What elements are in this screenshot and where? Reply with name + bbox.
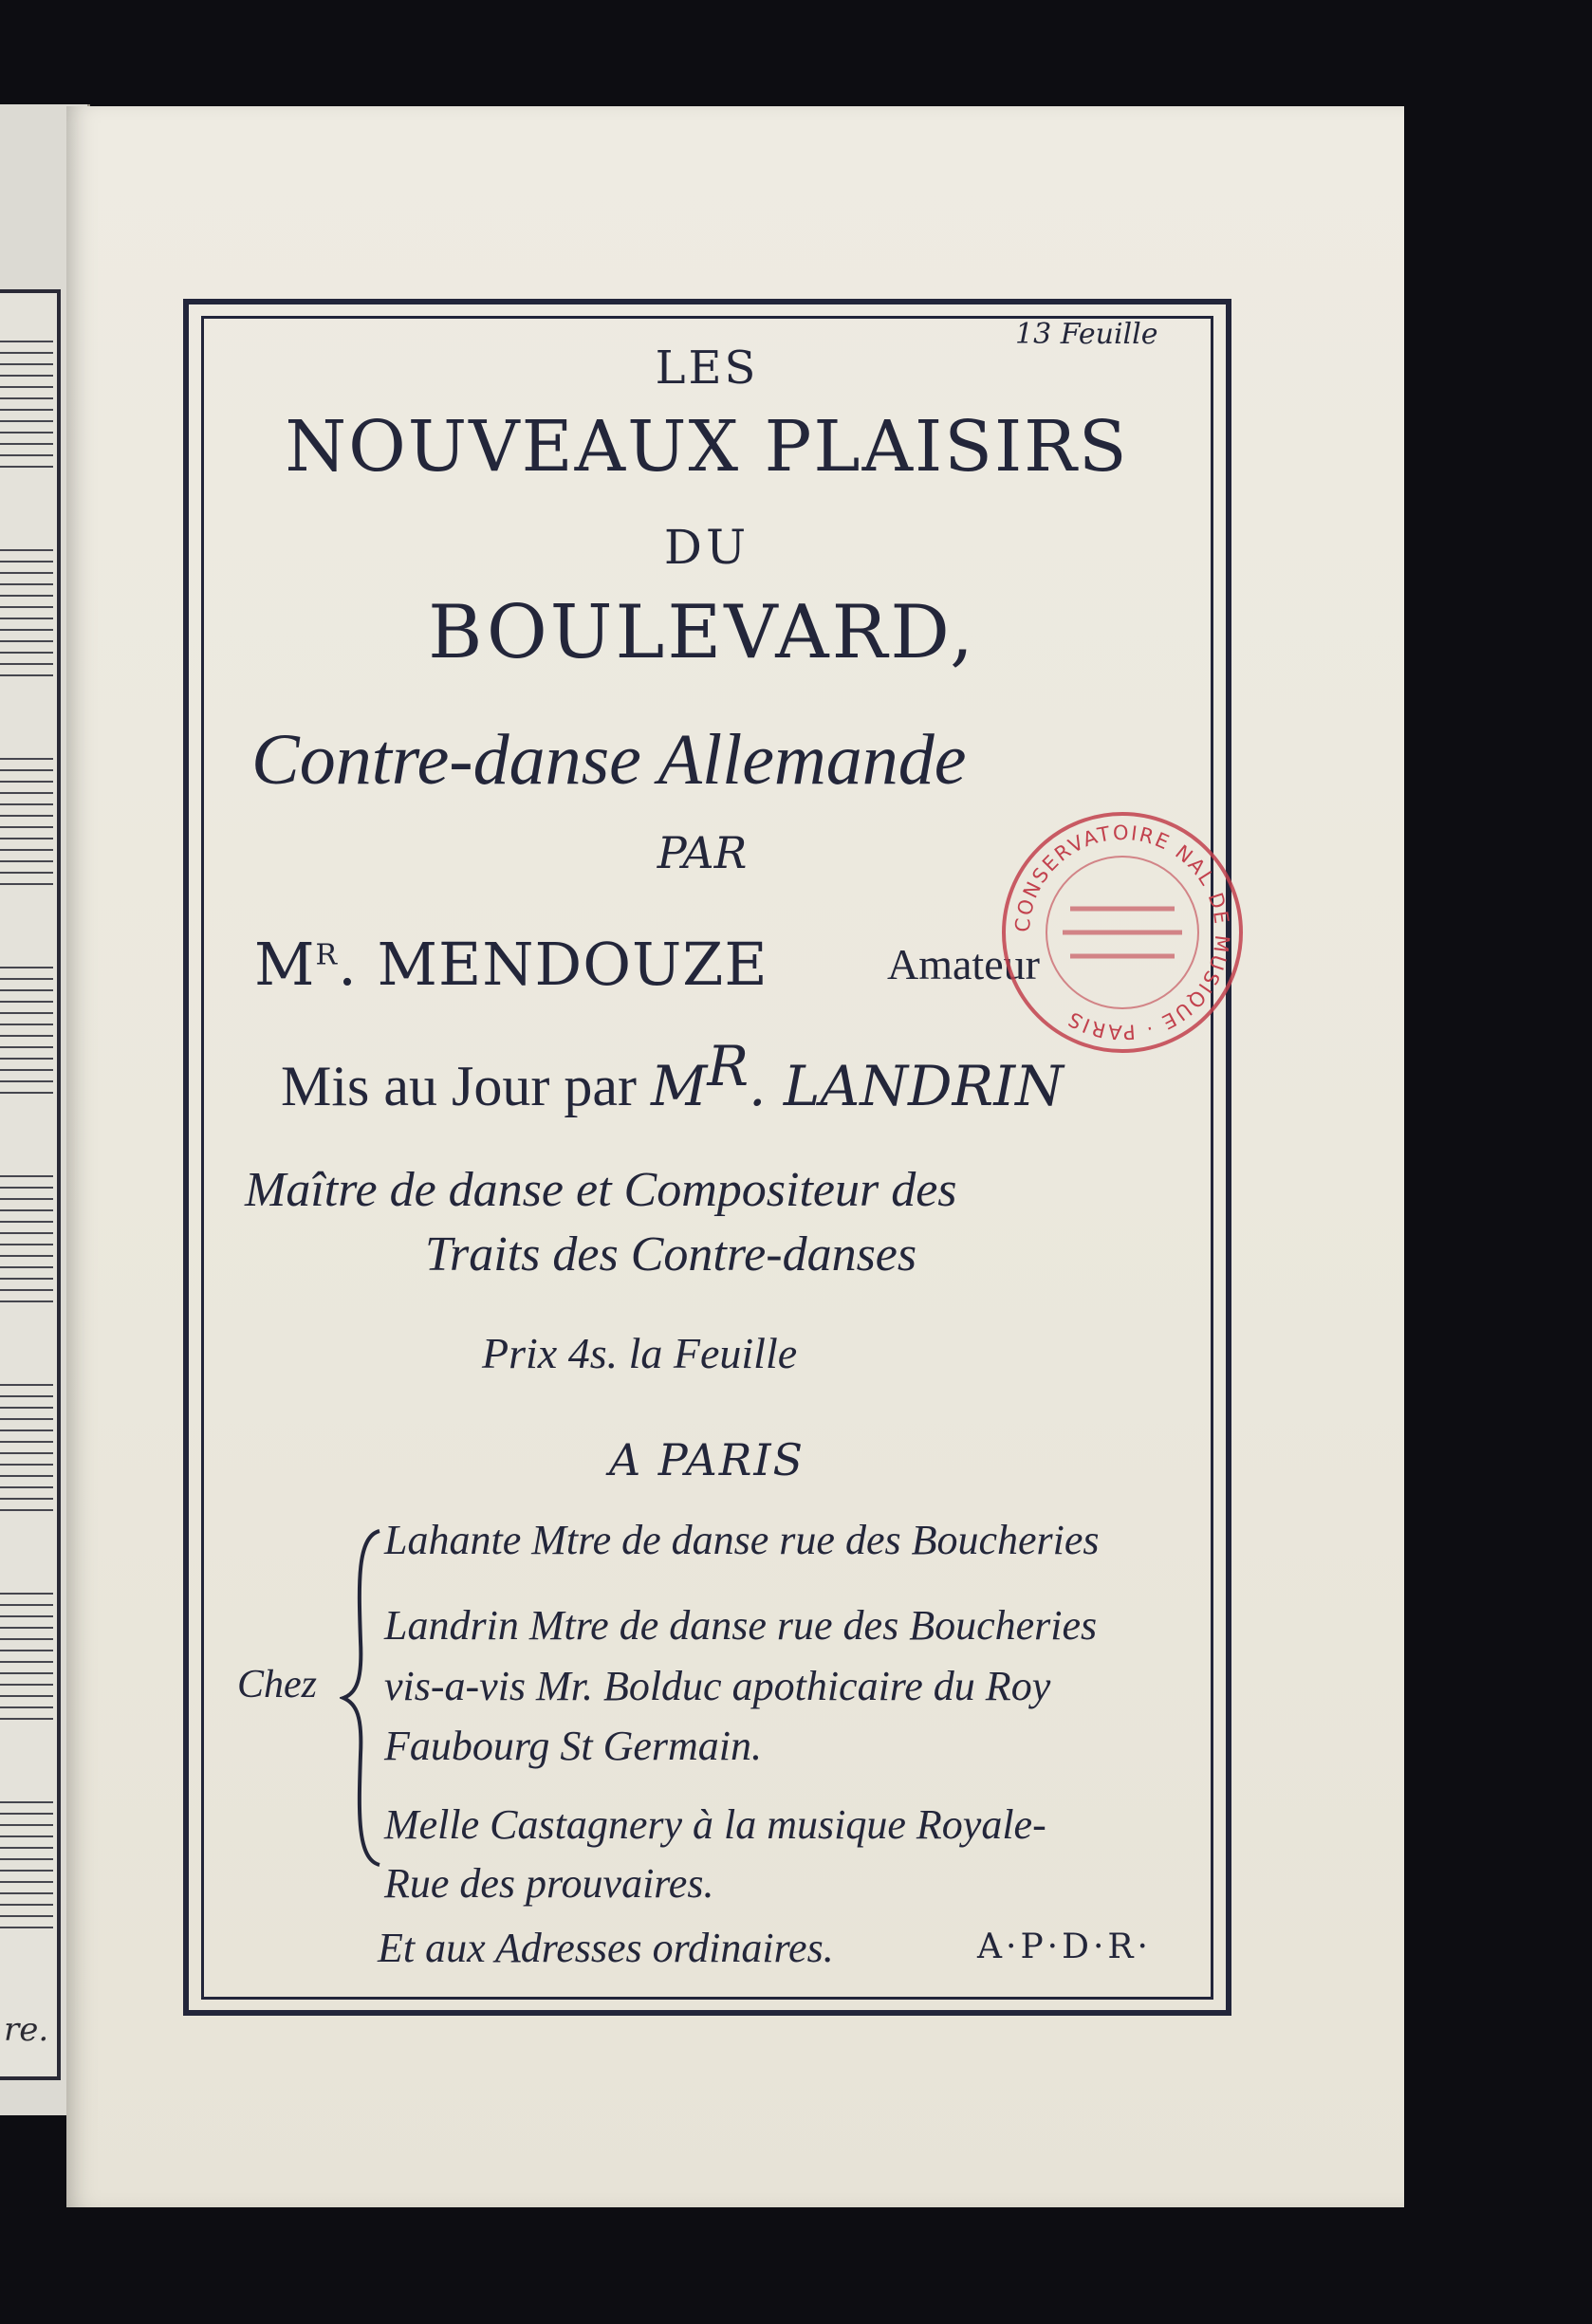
- city: A PARIS: [608, 1434, 805, 1485]
- music-staff: [0, 1792, 53, 1934]
- par-label: PAR: [657, 827, 748, 878]
- publisher-line: [281, 1034, 1064, 1119]
- address-line: Et aux Adresses ordinaires.: [378, 1925, 834, 1971]
- sheet-count: 13 Feuille: [1015, 318, 1158, 351]
- curly-brace-icon: [340, 1527, 387, 1869]
- address-line: Rue des prouvaires.: [384, 1860, 714, 1907]
- publisher-role-line-2: Traits des Contre-danses: [425, 1227, 917, 1282]
- price: Prix 4s. la Feuille: [482, 1329, 798, 1377]
- music-staff: [0, 957, 53, 1099]
- address-line: vis-a-vis Mr. Bolduc apothicaire du Roy: [384, 1663, 1051, 1709]
- title-line-1: NOUVEAUX PLAISIRS: [285, 406, 1129, 488]
- chez-label: Chez: [237, 1663, 317, 1706]
- address-line: Melle Castagnery à la musique Royale-: [384, 1801, 1046, 1848]
- address-line: Lahante Mtre de danse rue des Boucheries: [384, 1517, 1100, 1563]
- left-page-corner-text: re.: [4, 2011, 49, 2049]
- music-staff: [0, 1583, 53, 1725]
- publisher-role-line-1: Maître de danse et Compositeur des: [245, 1163, 957, 1217]
- composer-prefix: M: [254, 930, 316, 999]
- composer-name: . MENDOUZE: [338, 930, 768, 999]
- title-line-2: BOULEVARD,: [428, 590, 976, 675]
- publisher-intro: Mis au Jour par: [281, 1055, 651, 1117]
- title-les: LES: [655, 341, 759, 395]
- publisher-prefix: M: [650, 1054, 708, 1118]
- stamp-text: CONSERVATOIRE NAL DE MUSIQUE · PARIS: [1010, 821, 1234, 1044]
- privilege-mark: A·P·D·R·: [977, 1927, 1152, 1966]
- library-stamp-icon: [994, 804, 1250, 1061]
- subtitle: Contre-danse Allemande: [251, 720, 967, 800]
- address-line: Landrin Mtre de danse rue des Boucheries: [384, 1602, 1098, 1649]
- address-line: Faubourg St Germain.: [384, 1723, 763, 1769]
- composer-sup: R: [315, 938, 339, 972]
- music-staff: [0, 1166, 53, 1308]
- title-du: DU: [663, 520, 750, 575]
- composer-line: [254, 930, 768, 999]
- composer-role: Amateur: [887, 940, 1040, 988]
- publisher-name: . LANDRIN: [749, 1054, 1064, 1118]
- publisher-sup: R: [707, 1034, 750, 1098]
